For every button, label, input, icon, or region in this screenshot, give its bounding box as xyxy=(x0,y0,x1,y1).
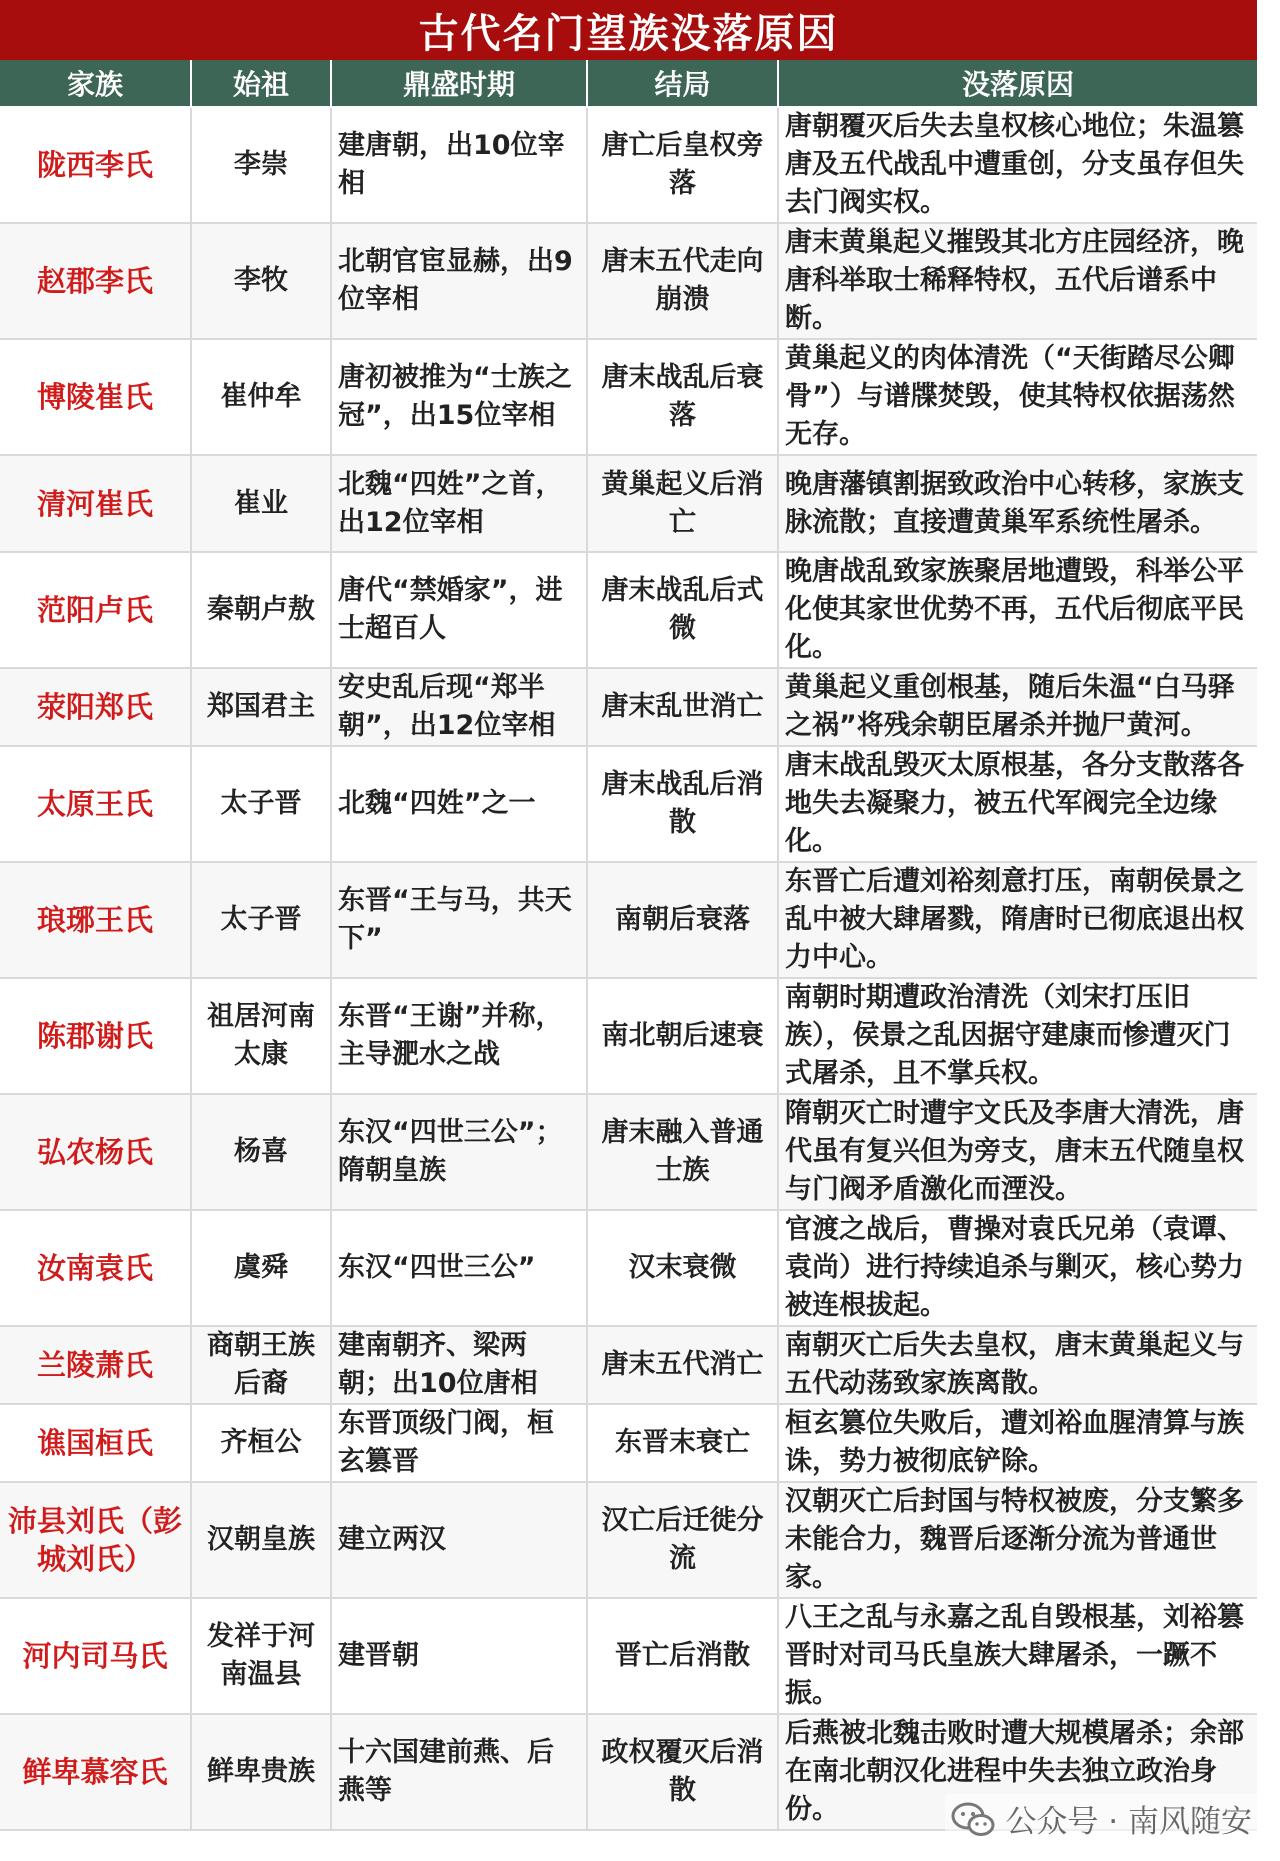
cell-peak: 北朝官宦显赫，出9位宰相 xyxy=(331,223,587,339)
watermark-text: 公众号 · 南风随安 xyxy=(1005,1804,1252,1840)
header-founder: 始祖 xyxy=(191,60,331,107)
table-row xyxy=(0,1094,1257,1210)
header-end: 结局 xyxy=(587,60,778,107)
cell-founder: 杨喜 xyxy=(191,1094,331,1210)
cell-reason: 汉朝灭亡后封国与特权被废，分支繁多未能合力，魏晋后逐渐分流为普通世家。 xyxy=(778,1482,1257,1598)
cell-end: 唐亡后皇权旁落 xyxy=(587,107,778,223)
cell-family: 河内司马氏 xyxy=(0,1598,191,1714)
cell-founder: 商朝王族后裔 xyxy=(191,1326,331,1404)
table-row xyxy=(0,1482,1257,1598)
cell-end: 汉亡后迁徙分流 xyxy=(587,1482,778,1598)
cell-end: 南北朝后速衰 xyxy=(587,978,778,1094)
table-row xyxy=(0,1598,1257,1714)
cell-peak: 东汉“四世三公”；隋朝皇族 xyxy=(331,1094,587,1210)
cell-founder: 汉朝皇族 xyxy=(191,1482,331,1598)
cell-family: 沛县刘氏（彭城刘氏） xyxy=(0,1482,191,1598)
cell-family: 汝南袁氏 xyxy=(0,1210,191,1326)
cell-reason: 唐朝覆灭后失去皇权核心地位；朱温篡唐及五代战乱中遭重创，分支虽存但失去门阀实权。 xyxy=(778,107,1257,223)
cell-reason: 唐末战乱毁灭太原根基，各分支散落各地失去凝聚力，被五代军阀完全边缘化。 xyxy=(778,746,1257,862)
cell-reason: 东晋亡后遭刘裕刻意打压，南朝侯景之乱中被大肆屠戮，隋唐时已彻底退出权力中心。 xyxy=(778,862,1257,978)
table-title: 古代名门望族没落原因 xyxy=(0,0,1257,60)
cell-peak: 建南朝齐、梁两朝；出10位唐相 xyxy=(331,1326,587,1404)
cell-family: 范阳卢氏 xyxy=(0,552,191,668)
wechat-icon xyxy=(951,1801,995,1837)
cell-founder: 祖居河南太康 xyxy=(191,978,331,1094)
clan-table xyxy=(0,60,1257,1831)
cell-reason: 隋朝灭亡时遭宇文氏及李唐大清洗，唐代虽有复兴但为旁支，唐末五代随皇权与门阀矛盾激化而湮没。 xyxy=(778,1094,1257,1210)
cell-reason: 晚唐战乱致家族聚居地遭毁，科举公平化使其家世优势不再，五代后彻底平民化。 xyxy=(778,552,1257,668)
cell-founder: 虞舜 xyxy=(191,1210,331,1326)
cell-peak: 十六国建前燕、后燕等 xyxy=(331,1714,587,1830)
cell-family: 太原王氏 xyxy=(0,746,191,862)
cell-end: 唐末战乱后式微 xyxy=(587,552,778,668)
cell-founder: 发祥于河南温县 xyxy=(191,1598,331,1714)
cell-peak: 唐初被推为“士族之冠”，出15位宰相 xyxy=(331,339,587,455)
cell-family: 弘农杨氏 xyxy=(0,1094,191,1210)
table-row xyxy=(0,339,1257,455)
cell-peak: 建立两汉 xyxy=(331,1482,587,1598)
cell-founder: 秦朝卢敖 xyxy=(191,552,331,668)
header-family: 家族 xyxy=(0,60,191,107)
table-row xyxy=(0,1326,1257,1404)
cell-founder: 鲜卑贵族 xyxy=(191,1714,331,1830)
cell-founder: 崔业 xyxy=(191,455,331,552)
cell-family: 赵郡李氏 xyxy=(0,223,191,339)
cell-end: 政权覆灭后消散 xyxy=(587,1714,778,1830)
cell-family: 博陵崔氏 xyxy=(0,339,191,455)
cell-end: 唐末战乱后衰落 xyxy=(587,339,778,455)
cell-end: 汉末衰微 xyxy=(587,1210,778,1326)
cell-reason: 黄巢起义重创根基，随后朱温“白马驿之祸”将残余朝臣屠杀并抛尸黄河。 xyxy=(778,668,1257,746)
cell-founder: 郑国君主 xyxy=(191,668,331,746)
cell-end: 晋亡后消散 xyxy=(587,1598,778,1714)
cell-end: 唐末五代消亡 xyxy=(587,1326,778,1404)
watermark xyxy=(945,1794,1258,1843)
cell-family: 琅琊王氏 xyxy=(0,862,191,978)
table-row xyxy=(0,552,1257,668)
cell-family: 陈郡谢氏 xyxy=(0,978,191,1094)
header-peak: 鼎盛时期 xyxy=(331,60,587,107)
table-row xyxy=(0,978,1257,1094)
cell-reason: 南朝时期遭政治清洗（刘宋打压旧族），侯景之乱因据守建康而惨遭灭门式屠杀，且不掌兵权。 xyxy=(778,978,1257,1094)
cell-peak: 东晋顶级门阀，桓玄篡晋 xyxy=(331,1404,587,1482)
cell-peak: 建唐朝，出10位宰相 xyxy=(331,107,587,223)
cell-family: 荥阳郑氏 xyxy=(0,668,191,746)
cell-founder: 李崇 xyxy=(191,107,331,223)
cell-peak: 唐代“禁婚家”，进士超百人 xyxy=(331,552,587,668)
cell-end: 唐末融入普通士族 xyxy=(587,1094,778,1210)
table-row xyxy=(0,455,1257,552)
cell-end: 东晋末衰亡 xyxy=(587,1404,778,1482)
header-row xyxy=(0,60,1257,107)
cell-peak: 东汉“四世三公” xyxy=(331,1210,587,1326)
cell-peak: 北魏“四姓”之一 xyxy=(331,746,587,862)
cell-family: 陇西李氏 xyxy=(0,107,191,223)
cell-founder: 崔仲牟 xyxy=(191,339,331,455)
table-row xyxy=(0,1404,1257,1482)
cell-founder: 太子晋 xyxy=(191,862,331,978)
cell-founder: 李牧 xyxy=(191,223,331,339)
table-row xyxy=(0,1210,1257,1326)
table-row xyxy=(0,107,1257,223)
cell-reason: 桓玄篡位失败后，遭刘裕血腥清算与族诛，势力被彻底铲除。 xyxy=(778,1404,1257,1482)
cell-peak: 北魏“四姓”之首，出12位宰相 xyxy=(331,455,587,552)
cell-family: 谯国桓氏 xyxy=(0,1404,191,1482)
cell-family: 清河崔氏 xyxy=(0,455,191,552)
table-row xyxy=(0,746,1257,862)
table-row xyxy=(0,223,1257,339)
cell-reason: 八王之乱与永嘉之乱自毁根基，刘裕篡晋时对司马氏皇族大肆屠杀，一蹶不振。 xyxy=(778,1598,1257,1714)
cell-end: 唐末乱世消亡 xyxy=(587,668,778,746)
cell-peak: 东晋“王与马，共天下” xyxy=(331,862,587,978)
cell-peak: 建晋朝 xyxy=(331,1598,587,1714)
table-row xyxy=(0,862,1257,978)
cell-founder: 太子晋 xyxy=(191,746,331,862)
cell-end: 唐末战乱后消散 xyxy=(587,746,778,862)
table-row xyxy=(0,668,1257,746)
cell-reason: 后燕被北魏击败时遭大规模屠杀；余部在南北朝汉化进程中失去独立政治身份。 xyxy=(778,1714,1257,1830)
cell-reason: 唐末黄巢起义摧毁其北方庄园经济，晚唐科举取士稀释特权，五代后谱系中断。 xyxy=(778,223,1257,339)
cell-family: 兰陵萧氏 xyxy=(0,1326,191,1404)
cell-reason: 晚唐藩镇割据致政治中心转移，家族支脉流散；直接遭黄巢军系统性屠杀。 xyxy=(778,455,1257,552)
cell-end: 黄巢起义后消亡 xyxy=(587,455,778,552)
cell-reason: 官渡之战后，曹操对袁氏兄弟（袁谭、袁尚）进行持续追杀与剿灭，核心势力被连根拔起。 xyxy=(778,1210,1257,1326)
cell-reason: 南朝灭亡后失去皇权，唐末黄巢起义与五代动荡致家族离散。 xyxy=(778,1326,1257,1404)
cell-peak: 东晋“王谢”并称，主导淝水之战 xyxy=(331,978,587,1094)
header-reason: 没落原因 xyxy=(778,60,1257,107)
cell-peak: 安史乱后现“郑半朝”，出12位宰相 xyxy=(331,668,587,746)
cell-reason: 黄巢起义的肉体清洗（“天街踏尽公卿骨”）与谱牒焚毁，使其特权依据荡然无存。 xyxy=(778,339,1257,455)
cell-family: 鲜卑慕容氏 xyxy=(0,1714,191,1830)
cell-end: 南朝后衰落 xyxy=(587,862,778,978)
cell-founder: 齐桓公 xyxy=(191,1404,331,1482)
cell-end: 唐末五代走向崩溃 xyxy=(587,223,778,339)
